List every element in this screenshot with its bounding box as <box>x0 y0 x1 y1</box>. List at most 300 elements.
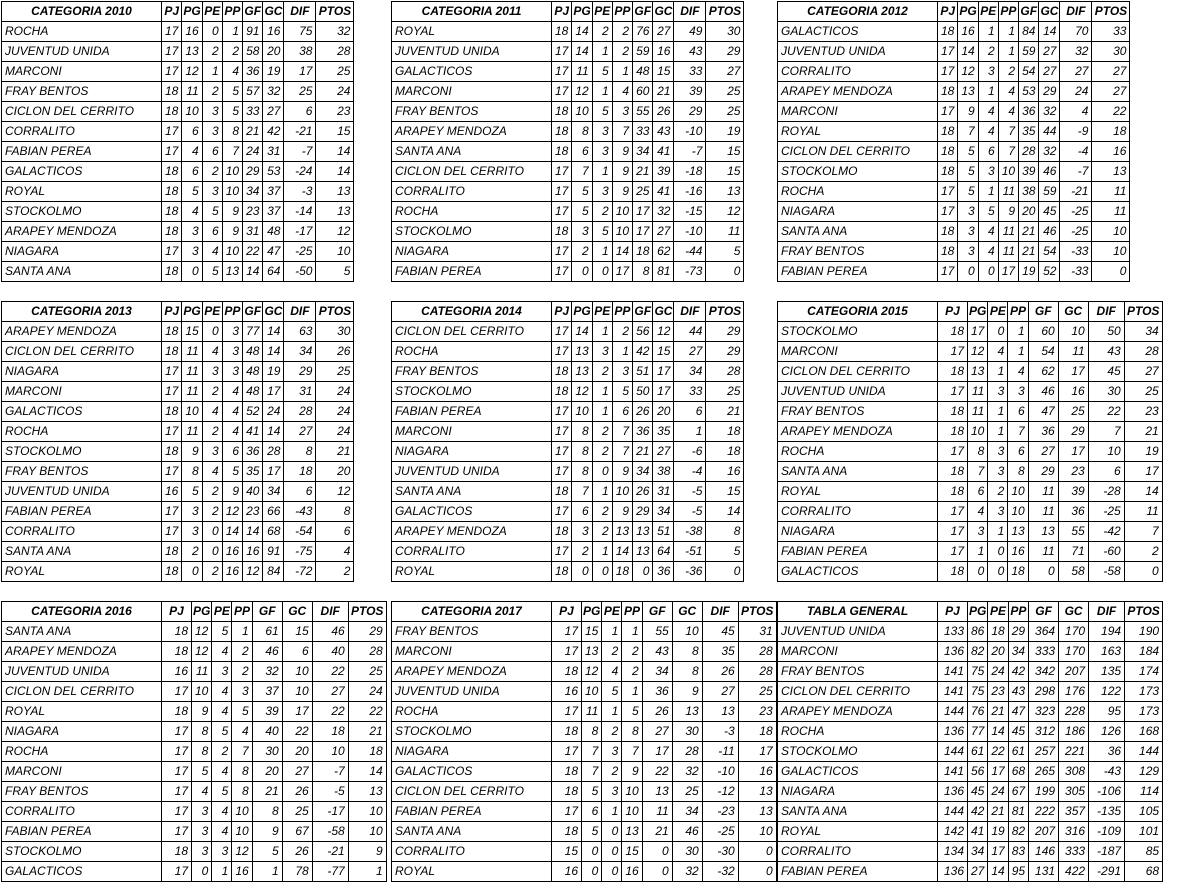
stat-cell-ptos: 2 <box>316 562 354 582</box>
stat-cell-pg: 15 <box>582 622 602 642</box>
stat-cell-dif: -25 <box>1060 222 1092 242</box>
stat-cell-dif: -28 <box>1088 482 1124 502</box>
stat-cell-gf: 48 <box>243 362 263 382</box>
team-name-cell: JUVENTUD UNIDA <box>778 622 938 642</box>
column-header-pj: PJ <box>938 302 968 322</box>
stat-cell-dif: -24 <box>284 162 316 182</box>
stat-cell-pp: 42 <box>1008 662 1028 682</box>
column-header-ptos: PTOS <box>348 602 386 622</box>
stat-cell-pj: 17 <box>162 122 182 142</box>
stat-cell-gf: 23 <box>243 202 263 222</box>
stat-cell-ptos: 0 <box>706 262 744 282</box>
stat-cell-dif: -21 <box>312 842 348 862</box>
stat-cell-pj: 18 <box>162 622 192 642</box>
stat-cell-gf: 11 <box>1028 482 1058 502</box>
stat-cell-pp: 11 <box>998 182 1018 202</box>
stat-cell-pp: 1 <box>1008 322 1028 342</box>
stat-cell-ptos: 7 <box>1124 522 1162 542</box>
column-header-gf: GF <box>1019 2 1039 22</box>
stat-cell-pe: 14 <box>988 722 1008 742</box>
stat-cell-gf: 323 <box>1029 702 1059 722</box>
stat-cell-pp: 10 <box>612 482 632 502</box>
standings-table-2017 <box>391 601 777 882</box>
stat-cell-pp: 5 <box>232 702 252 722</box>
stat-cell-pe: 0 <box>988 542 1008 562</box>
column-header-pg: PG <box>968 302 988 322</box>
stat-cell-gf: 21 <box>243 122 263 142</box>
stat-cell-gc: 316 <box>1059 822 1089 842</box>
stat-cell-pp: 2 <box>622 662 642 682</box>
stat-cell-ptos: 31 <box>738 622 776 642</box>
stat-cell-pj: 18 <box>938 562 968 582</box>
stat-cell-pg: 11 <box>192 662 212 682</box>
stat-cell-pg: 75 <box>968 662 988 682</box>
table-row <box>778 22 1130 42</box>
stat-cell-dif: 32 <box>1060 42 1092 62</box>
stat-cell-ptos: 17 <box>1124 462 1162 482</box>
stat-cell-pg: 7 <box>572 482 592 502</box>
stat-cell-pj: 18 <box>938 222 958 242</box>
stat-cell-pe: 5 <box>602 682 622 702</box>
column-header-dif: DIF <box>1060 2 1092 22</box>
stat-cell-ptos: 173 <box>1125 682 1163 702</box>
stat-cell-gf: 42 <box>633 342 653 362</box>
stat-cell-gf: 17 <box>633 202 653 222</box>
stat-cell-pp: 8 <box>232 782 252 802</box>
stat-cell-gf: 20 <box>252 762 282 782</box>
stat-cell-gc: 78 <box>282 862 312 882</box>
stat-cell-gc: 42 <box>263 122 284 142</box>
table-row <box>392 562 744 582</box>
stat-cell-pg: 3 <box>958 222 978 242</box>
stat-cell-pj: 18 <box>552 662 582 682</box>
stat-cell-pp: 61 <box>1008 742 1028 762</box>
stat-cell-pe: 2 <box>202 82 222 102</box>
stat-cell-gc: 39 <box>1058 482 1088 502</box>
stat-cell-gc: 32 <box>263 82 284 102</box>
stat-cell-pg: 11 <box>182 82 202 102</box>
team-name-cell: ARAPEY MENDOZA <box>2 642 162 662</box>
stat-cell-pj: 17 <box>162 462 182 482</box>
stat-cell-pe: 2 <box>202 42 222 62</box>
stat-cell-pp: 3 <box>612 362 632 382</box>
stat-cell-pe: 4 <box>978 242 998 262</box>
stat-cell-pp: 9 <box>612 162 632 182</box>
stat-cell-pg: 7 <box>572 162 592 182</box>
column-header-gc: GC <box>1059 602 1089 622</box>
stat-cell-ptos: 1 <box>348 862 386 882</box>
stat-cell-pj: 17 <box>938 382 968 402</box>
stat-cell-pj: 18 <box>162 102 182 122</box>
column-header-ptos: PTOS <box>738 602 776 622</box>
column-header-dif: DIF <box>284 302 316 322</box>
stat-cell-gc: 26 <box>282 842 312 862</box>
stat-cell-pp: 2 <box>622 642 642 662</box>
stat-cell-pp: 5 <box>222 102 242 122</box>
table-row <box>2 202 354 222</box>
stat-cell-ptos: 184 <box>1125 642 1163 662</box>
stat-cell-pj: 18 <box>938 242 958 262</box>
stat-cell-pj: 17 <box>552 42 572 62</box>
column-header-gc: GC <box>263 2 284 22</box>
column-header-gf: GF <box>1029 602 1059 622</box>
stat-cell-pg: 8 <box>572 442 592 462</box>
stat-cell-ptos: 8 <box>316 502 354 522</box>
stat-cell-pp: 10 <box>612 202 632 222</box>
stat-cell-pj: 18 <box>938 362 968 382</box>
team-name-cell: NIAGARA <box>778 202 938 222</box>
stat-cell-ptos: 13 <box>348 782 386 802</box>
team-name-cell: STOCKOLMO <box>778 742 938 762</box>
team-name-cell: CICLON DEL CERRITO <box>778 142 938 162</box>
stat-cell-ptos: 29 <box>348 622 386 642</box>
column-header-pj: PJ <box>938 2 958 22</box>
team-name-cell: FRAY BENTOS <box>392 622 552 642</box>
stat-cell-ptos: 25 <box>316 62 354 82</box>
stat-cell-gc: 17 <box>263 462 284 482</box>
stat-cell-pg: 5 <box>958 162 978 182</box>
stat-cell-gc: 27 <box>1039 42 1060 62</box>
stat-cell-dif: -25 <box>1060 202 1092 222</box>
stat-cell-pj: 17 <box>938 262 958 282</box>
stat-cell-pg: 11 <box>182 382 202 402</box>
table-row <box>392 222 744 242</box>
table-row <box>2 402 354 422</box>
stat-cell-pe: 3 <box>592 142 612 162</box>
team-name-cell: ARAPEY MENDOZA <box>778 82 938 102</box>
stat-cell-gf: 29 <box>243 162 263 182</box>
stat-cell-gf: 312 <box>1029 722 1059 742</box>
stat-cell-gc: 16 <box>263 22 284 42</box>
stat-cell-dif: 4 <box>1060 102 1092 122</box>
table-row <box>778 622 1163 642</box>
stat-cell-ptos: 17 <box>738 742 776 762</box>
stat-cell-gc: 27 <box>653 222 674 242</box>
stat-cell-dif: 30 <box>1088 382 1124 402</box>
column-header-pj: PJ <box>162 302 182 322</box>
stat-cell-dif: 29 <box>674 102 706 122</box>
stat-cell-ptos: 15 <box>706 482 744 502</box>
stat-cell-ptos: 24 <box>316 422 354 442</box>
column-header-pj: PJ <box>552 302 572 322</box>
stat-cell-gc: 12 <box>653 322 674 342</box>
column-header-pp: PP <box>1008 302 1028 322</box>
stat-cell-dif: 27 <box>674 342 706 362</box>
team-name-cell: FRAY BENTOS <box>778 242 938 262</box>
table-row <box>392 722 777 742</box>
table-row <box>778 322 1163 342</box>
stat-cell-pj: 136 <box>938 642 968 662</box>
stat-cell-gc: 32 <box>1039 142 1060 162</box>
team-name-cell: CORRALITO <box>778 502 938 522</box>
stat-cell-pp: 10 <box>232 802 252 822</box>
stat-cell-pj: 17 <box>552 542 572 562</box>
table-row <box>2 142 354 162</box>
stat-cell-pg: 5 <box>182 182 202 202</box>
stat-cell-pj: 18 <box>162 182 182 202</box>
stat-cell-dif: 18 <box>284 462 316 482</box>
stat-cell-pg: 2 <box>572 242 592 262</box>
table-row <box>392 862 777 882</box>
stat-cell-gf: 48 <box>633 62 653 82</box>
stat-cell-pj: 144 <box>938 742 968 762</box>
standings-table-2011 <box>391 1 744 282</box>
column-header-gc: GC <box>1039 2 1060 22</box>
stat-cell-gc: 14 <box>263 322 284 342</box>
stat-cell-pj: 17 <box>938 182 958 202</box>
stat-cell-dif: -7 <box>312 762 348 782</box>
stat-cell-pj: 18 <box>162 562 182 582</box>
table-row <box>2 422 354 442</box>
stat-cell-pg: 5 <box>572 182 592 202</box>
stat-cell-gf: 31 <box>243 222 263 242</box>
stat-cell-gf: 40 <box>252 722 282 742</box>
stat-cell-pe: 4 <box>202 402 222 422</box>
stat-cell-gc: 17 <box>282 702 312 722</box>
team-name-cell: ROYAL <box>778 482 938 502</box>
stat-cell-ptos: 13 <box>738 782 776 802</box>
stat-cell-pg: 12 <box>182 62 202 82</box>
table-header-row <box>2 602 387 622</box>
stat-cell-gf: 52 <box>243 402 263 422</box>
stat-cell-pg: 10 <box>968 422 988 442</box>
stat-cell-ptos: 10 <box>348 822 386 842</box>
stat-cell-gf: 58 <box>243 42 263 62</box>
stat-cell-pg: 3 <box>182 502 202 522</box>
stat-cell-gf: 77 <box>243 322 263 342</box>
column-header-pe: PE <box>212 602 232 622</box>
team-name-cell: MARCONI <box>392 82 552 102</box>
team-name-cell: JUVENTUD UNIDA <box>778 42 938 62</box>
column-header-ptos: PTOS <box>316 302 354 322</box>
table-row <box>778 802 1163 822</box>
team-name-cell: CICLON DEL CERRITO <box>392 162 552 182</box>
stat-cell-pg: 16 <box>958 22 978 42</box>
team-name-cell: GALACTICOS <box>392 762 552 782</box>
stat-cell-gc: 17 <box>263 382 284 402</box>
stat-cell-pp: 2 <box>612 42 632 62</box>
stat-cell-gc: 32 <box>672 862 702 882</box>
table-row <box>392 682 777 702</box>
stat-cell-ptos: 30 <box>1092 42 1130 62</box>
stat-cell-pj: 17 <box>162 682 192 702</box>
stat-cell-gc: 27 <box>653 442 674 462</box>
stat-cell-pj: 144 <box>938 802 968 822</box>
stat-cell-pe: 4 <box>202 342 222 362</box>
stat-cell-pg: 13 <box>182 42 202 62</box>
stat-cell-dif: 10 <box>312 742 348 762</box>
stat-cell-gf: 39 <box>252 702 282 722</box>
table-row <box>392 382 744 402</box>
stat-cell-pe: 1 <box>592 482 612 502</box>
stat-cell-gf: 0 <box>642 862 672 882</box>
stat-cell-dif: 6 <box>674 402 706 422</box>
stat-cell-pp: 14 <box>612 542 632 562</box>
standings-table-2015 <box>777 301 1163 582</box>
table-row <box>392 502 744 522</box>
stat-cell-pe: 3 <box>592 122 612 142</box>
stat-cell-pp: 4 <box>998 102 1018 122</box>
table-row <box>2 642 387 662</box>
stat-cell-ptos: 19 <box>706 122 744 142</box>
stat-cell-pe: 1 <box>988 422 1008 442</box>
stat-cell-pj: 17 <box>938 502 968 522</box>
stat-cell-pg: 17 <box>968 322 988 342</box>
stat-cell-ptos: 27 <box>706 62 744 82</box>
table-row <box>2 522 354 542</box>
stat-cell-gc: 52 <box>1039 262 1060 282</box>
team-name-cell: FRAY BENTOS <box>778 402 938 422</box>
stat-cell-gc: 54 <box>1039 242 1060 262</box>
table-row <box>392 122 744 142</box>
stat-cell-gc: 37 <box>263 202 284 222</box>
stat-cell-pj: 18 <box>552 142 572 162</box>
stat-cell-pe: 4 <box>212 802 232 822</box>
column-header-pp: PP <box>222 302 242 322</box>
stat-cell-pg: 0 <box>182 262 202 282</box>
stat-cell-gf: 21 <box>633 162 653 182</box>
table-row <box>392 442 744 462</box>
stat-cell-ptos: 16 <box>1092 142 1130 162</box>
stat-cell-ptos: 25 <box>1124 382 1162 402</box>
stat-cell-ptos: 27 <box>1092 82 1130 102</box>
stat-cell-dif: -5 <box>312 782 348 802</box>
table-row <box>392 782 777 802</box>
stat-cell-pj: 18 <box>938 142 958 162</box>
team-name-cell: FRAY BENTOS <box>392 362 552 382</box>
stat-cell-ptos: 10 <box>1092 222 1130 242</box>
stat-cell-gc: 36 <box>653 562 674 582</box>
team-name-cell: FABIAN PEREA <box>778 862 938 882</box>
stat-cell-ptos: 30 <box>316 322 354 342</box>
stat-cell-gf: 12 <box>243 562 263 582</box>
stat-cell-pj: 17 <box>162 762 192 782</box>
stat-cell-pp: 8 <box>222 122 242 142</box>
table-title: CATEGORIA 2012 <box>778 2 938 22</box>
column-header-gf: GF <box>252 602 282 622</box>
stat-cell-gf: 50 <box>633 382 653 402</box>
team-name-cell: FRAY BENTOS <box>2 462 162 482</box>
stat-cell-gf: 21 <box>1019 222 1039 242</box>
stat-cell-ptos: 12 <box>316 222 354 242</box>
stat-cell-pe: 3 <box>602 782 622 802</box>
stat-cell-pe: 4 <box>602 662 622 682</box>
stat-cell-pg: 27 <box>968 862 988 882</box>
stat-cell-pe: 2 <box>592 502 612 522</box>
column-header-ptos: PTOS <box>316 2 354 22</box>
stat-cell-pj: 17 <box>552 802 582 822</box>
table-row <box>778 862 1163 882</box>
stat-cell-pe: 1 <box>978 182 998 202</box>
column-header-dif: DIF <box>284 2 316 22</box>
stat-cell-dif: 45 <box>1088 362 1124 382</box>
stat-cell-pj: 18 <box>552 482 572 502</box>
stat-cell-pg: 42 <box>968 802 988 822</box>
stat-cell-gf: 34 <box>633 462 653 482</box>
table-row <box>392 342 744 362</box>
table-row <box>392 802 777 822</box>
table-row <box>2 722 387 742</box>
team-name-cell: GALACTICOS <box>778 762 938 782</box>
column-header-pp: PP <box>1008 602 1028 622</box>
stat-cell-gf: 84 <box>1019 22 1039 42</box>
stat-cell-pp: 10 <box>222 182 242 202</box>
stat-cell-dif: -43 <box>1089 762 1125 782</box>
stat-cell-pj: 18 <box>162 342 182 362</box>
column-header-pg: PG <box>968 602 988 622</box>
stat-cell-pg: 6 <box>572 502 592 522</box>
team-name-cell: CICLON DEL CERRITO <box>392 782 552 802</box>
stat-cell-pp: 13 <box>1008 522 1028 542</box>
stat-cell-pe: 2 <box>592 522 612 542</box>
stat-cell-pp: 4 <box>222 62 242 82</box>
stat-cell-gc: 8 <box>672 642 702 662</box>
table-row <box>2 682 387 702</box>
stat-cell-pe: 14 <box>988 862 1008 882</box>
team-name-cell: ROYAL <box>392 562 552 582</box>
table-row <box>2 322 354 342</box>
table-row <box>392 402 744 422</box>
stat-cell-pg: 2 <box>572 542 592 562</box>
stat-cell-gf: 8 <box>252 802 282 822</box>
stat-cell-pj: 17 <box>162 782 192 802</box>
stat-cell-ptos: 105 <box>1125 802 1163 822</box>
stat-cell-pp: 16 <box>622 862 642 882</box>
stat-cell-gf: 61 <box>252 622 282 642</box>
table-row <box>2 122 354 142</box>
table-row <box>392 702 777 722</box>
team-name-cell: SANTA ANA <box>392 482 552 502</box>
stat-cell-dif: -4 <box>1060 142 1092 162</box>
stat-cell-pe: 4 <box>212 822 232 842</box>
stat-cell-pp: 9 <box>622 762 642 782</box>
stat-cell-gf: 17 <box>642 742 672 762</box>
stat-cell-pg: 7 <box>582 742 602 762</box>
stat-cell-dif: -51 <box>674 542 706 562</box>
stat-cell-pp: 9 <box>222 222 242 242</box>
stat-cell-pj: 18 <box>552 722 582 742</box>
column-header-pe: PE <box>978 2 998 22</box>
stat-cell-pe: 3 <box>202 102 222 122</box>
stat-cell-gc: 47 <box>263 242 284 262</box>
team-name-cell: STOCKOLMO <box>392 722 552 742</box>
table-row <box>392 142 744 162</box>
team-name-cell: CORRALITO <box>778 62 938 82</box>
stat-cell-pg: 56 <box>968 762 988 782</box>
table-row <box>778 442 1163 462</box>
stat-cell-pg: 13 <box>968 362 988 382</box>
stat-cell-ptos: 14 <box>706 502 744 522</box>
column-header-ptos: PTOS <box>706 2 744 22</box>
stat-cell-pp: 2 <box>612 22 632 42</box>
table-row <box>392 822 777 842</box>
stat-cell-pg: 7 <box>958 122 978 142</box>
stat-cell-pe: 1 <box>988 522 1008 542</box>
team-name-cell: GALACTICOS <box>2 162 162 182</box>
stat-cell-pp: 5 <box>612 382 632 402</box>
stat-cell-pp: 11 <box>998 222 1018 242</box>
stat-cell-pe: 0 <box>602 822 622 842</box>
stat-cell-gf: 30 <box>252 742 282 762</box>
stat-cell-gf: 14 <box>243 262 263 282</box>
stat-cell-ptos: 15 <box>706 162 744 182</box>
stat-cell-gf: 5 <box>252 842 282 862</box>
stat-cell-pp: 4 <box>222 382 242 402</box>
stat-cell-gf: 34 <box>642 662 672 682</box>
stat-cell-pe: 5 <box>202 262 222 282</box>
stat-cell-dif: -54 <box>284 522 316 542</box>
stat-cell-gc: 31 <box>653 482 674 502</box>
